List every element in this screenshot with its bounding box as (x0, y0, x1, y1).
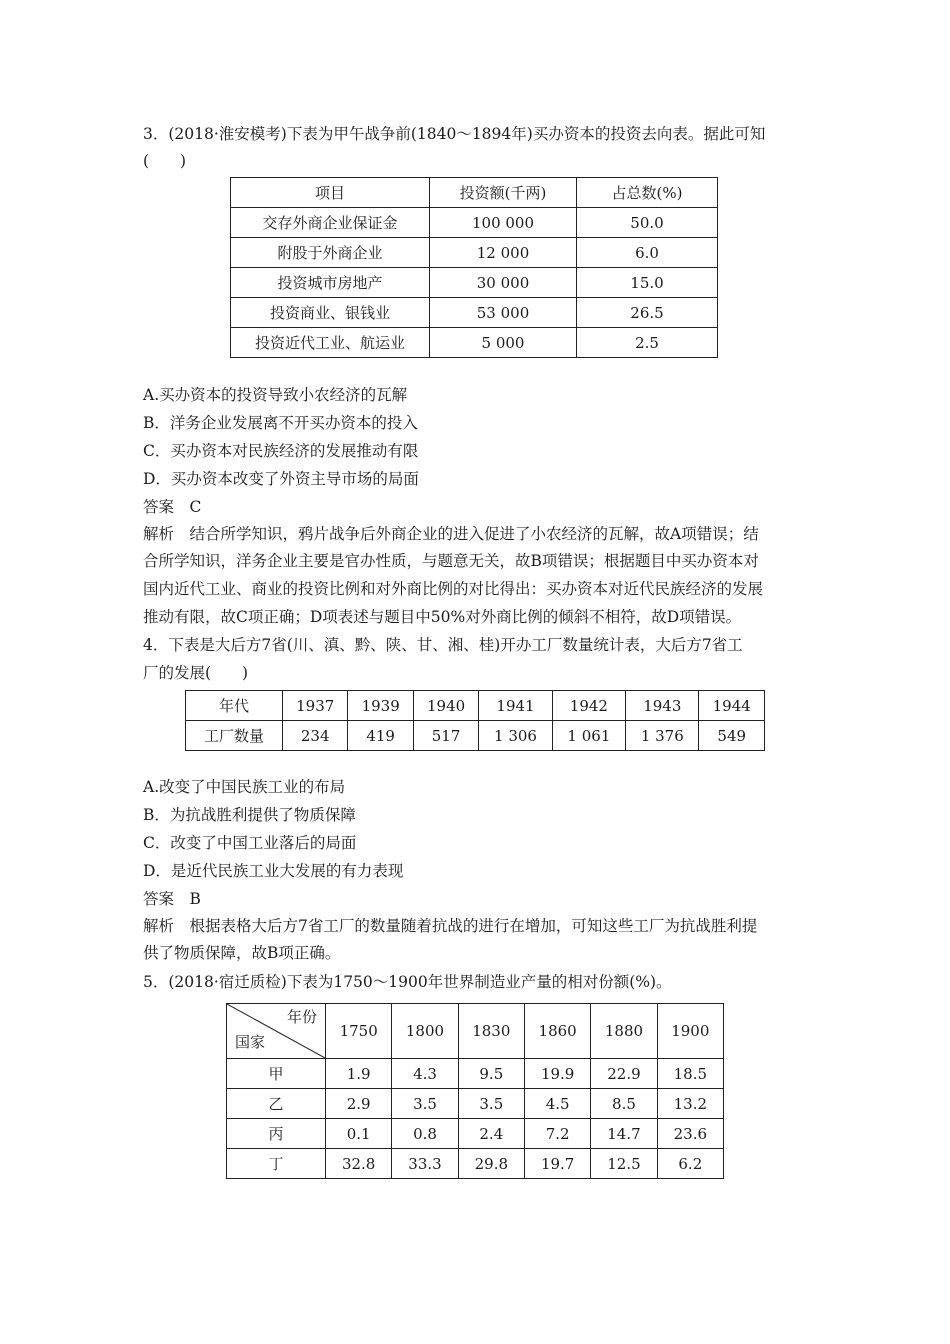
table-cell: 丁 (227, 1149, 326, 1179)
table-cell: 2.4 (458, 1119, 524, 1149)
q3-analysis-line: 推动有限，故C项正确；D项表述与题目中50%对外商比例的倾斜不相符，故D项错误。 (143, 608, 742, 626)
table-header-cell: 1942 (552, 691, 625, 721)
table-cell: 23.6 (657, 1119, 723, 1149)
table-cell: 8.5 (591, 1089, 657, 1119)
table-cell: 投资近代工业、航运业 (231, 328, 430, 358)
table-row (231, 208, 718, 238)
table-cell: 6.0 (577, 238, 718, 268)
table-header-cell: 1940 (413, 691, 478, 721)
corner-label-country: 国家 (235, 1033, 266, 1051)
table-row (231, 238, 718, 268)
table-cell: 投资商业、银钱业 (231, 298, 430, 328)
table-cell: 工厂数量 (186, 721, 283, 751)
table-header-cell: 1800 (392, 1004, 458, 1059)
table-cell: 26.5 (577, 298, 718, 328)
table-cell: 乙 (227, 1089, 326, 1119)
table-cell: 0.1 (326, 1119, 392, 1149)
table-cell: 419 (348, 721, 413, 751)
table-cell: 3.5 (458, 1089, 524, 1119)
table-row (227, 1089, 724, 1119)
q3-option-a: A.买办资本的投资导致小农经济的瓦解 (143, 386, 408, 404)
table-header-cell: 1941 (479, 691, 552, 721)
q4-stem-line2: 厂的发展( ) (143, 664, 249, 682)
table-cell: 0.8 (392, 1119, 458, 1149)
table-cell: 1 061 (552, 721, 625, 751)
table-cell: 19.9 (524, 1059, 590, 1089)
table-header-row (231, 178, 718, 208)
q3-option-d: D．买办资本改变了外资主导市场的局面 (143, 470, 419, 488)
table-header-cell: 1937 (283, 691, 348, 721)
q3-answer: 答案 C (143, 498, 202, 516)
table-cell: 100 000 (430, 208, 577, 238)
table-cell: 15.0 (577, 268, 718, 298)
table-row (231, 268, 718, 298)
table-cell: 13.2 (657, 1089, 723, 1119)
q3-stem-line1: 3．(2018·淮安模考)下表为甲午战争前(1840～1894年)买办资本的投资去向表。据此可知 (143, 125, 766, 143)
q3-option-c: C．买办资本对民族经济的发展推动有限 (143, 442, 419, 460)
table-row (231, 328, 718, 358)
table-cell: 2.5 (577, 328, 718, 358)
table-cell: 7.2 (524, 1119, 590, 1149)
table-header-cell: 1750 (326, 1004, 392, 1059)
table-cell: 32.8 (326, 1149, 392, 1179)
table-corner-cell (227, 1004, 326, 1059)
table-header-cell: 1880 (591, 1004, 657, 1059)
table-header-cell: 年代 (186, 691, 283, 721)
table-row (186, 691, 765, 721)
table-header-cell: 1860 (524, 1004, 590, 1059)
corner-label-year: 年份 (286, 1008, 317, 1026)
q3-stem-line2: ( ) (143, 152, 187, 170)
table-row (227, 1149, 724, 1179)
table-cell: 甲 (227, 1059, 326, 1089)
table-cell: 3.5 (392, 1089, 458, 1119)
table-cell: 1.9 (326, 1059, 392, 1089)
q4-option-a: A.改变了中国民族工业的布局 (143, 778, 346, 796)
table-cell: 30 000 (430, 268, 577, 298)
table-cell: 29.8 (458, 1149, 524, 1179)
table-header-cell: 1900 (657, 1004, 723, 1059)
table-cell: 50.0 (577, 208, 718, 238)
table-row (186, 721, 765, 751)
table-cell: 517 (413, 721, 478, 751)
table-cell: 12 000 (430, 238, 577, 268)
table-cell: 53 000 (430, 298, 577, 328)
q4-analysis-line: 供了物质保障，故B项正确。 (143, 944, 341, 962)
table-header-cell: 1943 (626, 691, 699, 721)
q3-table (230, 177, 718, 358)
table-header-cell: 投资额(千两) (430, 178, 577, 208)
q4-option-c: C．改变了中国工业落后的局面 (143, 834, 357, 852)
table-row (227, 1119, 724, 1149)
table-header-cell: 项目 (231, 178, 430, 208)
table-cell: 附股于外商企业 (231, 238, 430, 268)
table-cell: 12.5 (591, 1149, 657, 1179)
table-cell: 4.5 (524, 1089, 590, 1119)
table-cell: 4.3 (392, 1059, 458, 1089)
table-cell: 丙 (227, 1119, 326, 1149)
table-cell: 18.5 (657, 1059, 723, 1089)
table-cell: 549 (699, 721, 765, 751)
table-header-cell: 占总数(%) (577, 178, 718, 208)
q5-table (226, 1003, 724, 1179)
table-cell: 1 376 (626, 721, 699, 751)
q4-answer: 答案 B (143, 890, 201, 908)
table-cell: 2.9 (326, 1089, 392, 1119)
table-row (227, 1059, 724, 1089)
q4-analysis-line: 解析 根据表格大后方7省工厂的数量随着抗战的进行在增加，可知这些工厂为抗战胜利提 (143, 917, 758, 935)
table-header-row (227, 1004, 724, 1059)
table-cell: 投资城市房地产 (231, 268, 430, 298)
table-header-cell: 1944 (699, 691, 765, 721)
table-cell: 19.7 (524, 1149, 590, 1179)
table-cell: 33.3 (392, 1149, 458, 1179)
table-header-cell: 1939 (348, 691, 413, 721)
q3-analysis-line: 合所学知识，洋务企业主要是官办性质，与题意无关，故B项错误；根据题目中买办资本对 (143, 552, 759, 570)
q3-option-b: B．洋务企业发展离不开买办资本的投入 (143, 414, 418, 432)
q5-stem: 5．(2018·宿迁质检)下表为1750～1900年世界制造业产量的相对份额(%)。 (143, 973, 672, 991)
table-cell: 14.7 (591, 1119, 657, 1149)
table-cell: 9.5 (458, 1059, 524, 1089)
table-cell: 交存外商企业保证金 (231, 208, 430, 238)
table-cell: 22.9 (591, 1059, 657, 1089)
table-cell: 5 000 (430, 328, 577, 358)
table-cell: 6.2 (657, 1149, 723, 1179)
table-cell: 234 (283, 721, 348, 751)
q4-option-b: B．为抗战胜利提供了物质保障 (143, 806, 356, 824)
q4-stem-line1: 4．下表是大后方7省(川、滇、黔、陕、甘、湘、桂)开办工厂数量统计表，大后方7省工 (143, 636, 743, 654)
table-row (231, 298, 718, 328)
q3-analysis-line: 国内近代工业、商业的投资比例和对外商比例的对比得出：买办资本对近代民族经济的发展 (143, 580, 764, 598)
table-cell: 1 306 (479, 721, 552, 751)
q4-option-d: D．是近代民族工业大发展的有力表现 (143, 862, 404, 880)
q4-table (185, 690, 765, 751)
table-header-cell: 1830 (458, 1004, 524, 1059)
q3-analysis-line: 解析 结合所学知识，鸦片战争后外商企业的进入促进了小农经济的瓦解，故A项错误；结 (143, 525, 759, 543)
